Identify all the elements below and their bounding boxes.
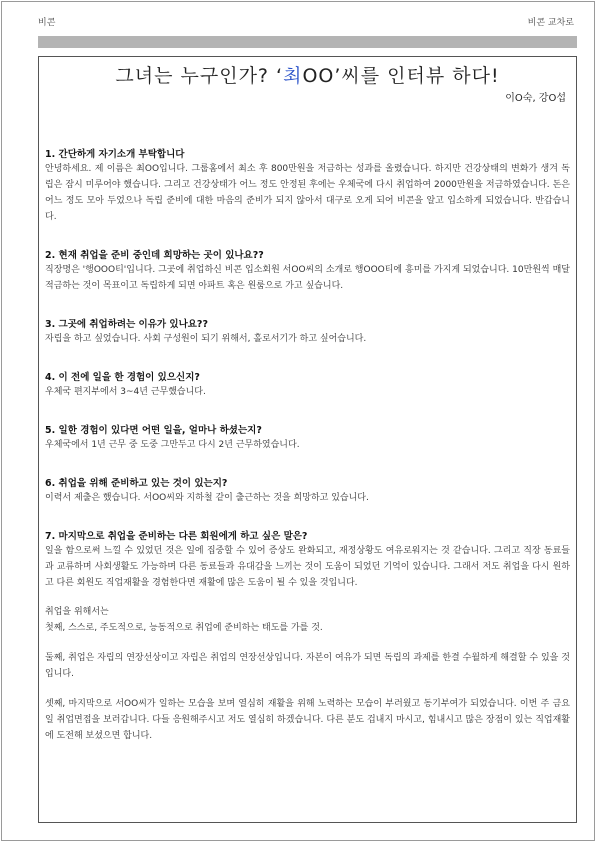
answer-7: 일을 함으로써 느낄 수 있었던 것은 일에 집중할 수 있어 증상도 완화되고, 재정상황도 여유로워지는 것 같습니다. 그리고 직장 동료들과 교류하며 사회생활도 가능하며 다른 동료들과 유대감을 느끼는 것이 도움이 되었던 기억이 있습니다. 그래서 저도 취업을 다시 원하고 다른 회원도 직업재활을 경험한다면 재활에 많은 도움이 될 수 있을 것입니다. [45,546,570,588]
question-1: 1. 간단하게 자기소개 부탁합니다 [45,149,185,160]
closing-line-1: 첫째, 스스로, 주도적으로, 능동적으로 취업에 준비하는 태도를 가를 것. [45,623,323,633]
title-highlight: 최 [283,65,303,87]
article-title [45,61,570,88]
answer-5: 우체국에서 1년 근무 중 도중 그만두고 다시 2년 근무하였습니다. [45,440,300,450]
article-authors: 이O숙, 강O섭 [505,93,566,104]
title-suffix: OO’씨를 인터뷰 하다! [302,65,500,87]
article-box [38,56,577,823]
closing-paragraph-2: 둘째, 취업은 자립의 연장선상이고 자립은 취업의 연장선상입니다. 자본이 여유가 되면 독립의 과제를 한결 수월하게 해결할 수 있을 것입니다. [45,653,570,679]
question-7: 7. 마지막으로 취업을 준비하는 다른 회원에게 하고 싶은 말은? [45,531,308,542]
header-divider-bar [38,36,577,48]
answer-2: 직장명은 '행OOO티'입니다. 그곳에 취업하신 비콘 입소회원 서OO씨의 소개로 행OOO티에 흥미를 가지게 되었습니다. 10만원씩 매달 적금하는 것이 목표이고 독립하게 되면 아파트 혹은 원룸으로 가고 싶습니다. [45,265,570,291]
answer-4: 우체국 편지부에서 3~4년 근무했습니다. [45,387,206,397]
question-3: 3. 그곳에 취업하려는 이유가 있나요?? [45,319,208,330]
answer-6: 이력서 제출은 했습니다. 서OO씨와 지하철 같이 출근하는 것을 희망하고 있습니다. [45,493,369,503]
question-5: 5. 일한 경험이 있다면 어떤 일을, 얼마나 하셨는지? [45,425,262,436]
title-prefix: 그녀는 누구인가? ‘ [115,65,284,87]
closing-intro: 취업을 위해서는 [45,607,109,617]
question-4: 4. 이 전에 일을 한 경험이 있으신지? [45,372,200,383]
answer-1: 안녕하세요. 제 이름은 최OO입니다. 그룹홈에서 최소 후 800만원을 저금하는 성과를 올렸습니다. 하지만 건강상태의 변화가 생겨 독립은 잠시 미루어야 했습니다. 그리고 건강상태가 어느 정도 안정된 후에는 우체국에 다시 취업하여 2000만원을 저금하였습니다. 돈은 어느 정도 모아 두었으나 독립 준비에 대한 마음의 준비가 되지 않아서 대구로 오게 되어 비콘을 알고 입소하게 되었습니다. 반갑습니다. [45,164,570,222]
header-right-label: 비콘 교차로 [527,18,574,28]
question-6: 6. 취업을 위해 준비하고 있는 것이 있는지? [45,478,228,489]
closing-paragraph-3: 셋째, 마지막으로 서OO씨가 일하는 모습을 보며 열심히 재활을 위해 노력하는 모습이 부러웠고 동기부여가 되었습니다. 이번 주 금요일 취업면접을 보러갑니다. 다들 응원해주시고 저도 열심히 하겠습니다. 다른 분도 겁내지 마시고, 힘내시고 많은 장점이 있는 직업재활에 도전해 보셨으면 합니다. [45,699,570,741]
answer-3: 자립을 하고 싶었습니다. 사회 구성원이 되기 위해서, 홀로서기가 하고 싶어습니다. [45,334,367,344]
header-left-label: 비콘 [38,18,56,28]
question-2: 2. 현재 취업을 준비 중인데 희망하는 곳이 있나요?? [45,250,264,261]
